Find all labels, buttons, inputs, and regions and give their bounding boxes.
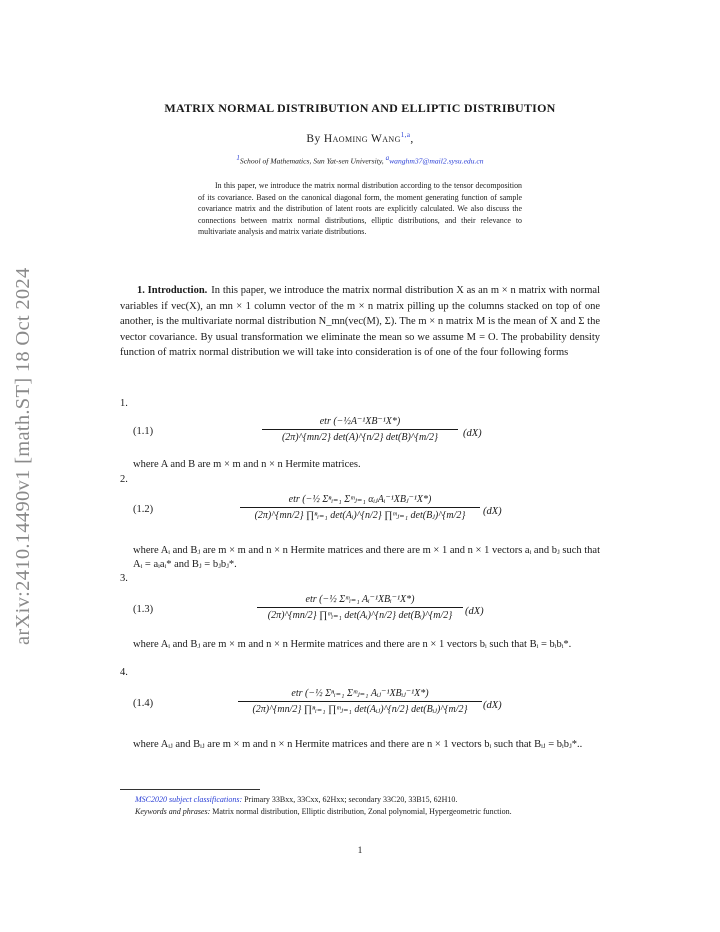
- page-number: 1: [357, 846, 363, 856]
- introduction-text: In this paper, we introduce the matrix normal distribution X as an m × n matrix with normal variables if vec(X), an mn × 1 column vector of the m × n matrix pilling up the columns stacked on top of one another, is the multivariate normal distribution N_mn(vec(M), Σ). The m × n matrix M is the mean of X and Σ the vector covariance. By usual transformation we eliminate the mean so we assume M = O. The probability density function of matrix normal distribution we will take into consideration is of one of the four following forms: [120, 285, 600, 359]
- equation-1-1: [120, 416, 600, 456]
- equation-denominator: (2π)^{mn/2} ∏ⁿᵢ₌₁ det(Aᵢ)^{n/2} ∏ᵐⱼ₌₁ det(Bⱼ)^{m/2}: [254, 510, 466, 521]
- equation-description: where Aᵢ and Bⱼ are m × m and n × n Hermite matrices and there are n × 1 vectors bᵢ such that Bᵢ = bᵢbᵢ*.: [133, 639, 572, 650]
- equation-numerator: etr (−½ Σᵐᵢ₌₁ Aᵢ⁻¹XBᵢ⁻¹X*): [305, 594, 415, 605]
- keywords-text: Matrix normal distribution, Elliptic distribution, Zonal polynomial, Hypergeometric function.: [212, 806, 512, 816]
- equation-1-4: [120, 688, 600, 728]
- equation-1-3: [120, 594, 600, 634]
- author-affiliation-mark[interactable]: 1,a: [400, 131, 411, 139]
- equation-label: (1.1): [133, 426, 154, 437]
- author-suffix: ,: [410, 132, 414, 145]
- equation-description: where Aᵢ and Bⱼ are m × m and n × n Hermite matrices and there are m × 1 and n × 1 vectors aᵢ and bⱼ such that Aᵢ = aᵢaᵢ* and Bⱼ = bⱼbⱼ*.: [133, 545, 600, 570]
- footnotes: [120, 789, 600, 817]
- equation-denominator: (2π)^{mn/2} det(A)^{n/2} det(B)^{m/2}: [281, 432, 439, 443]
- list-item-number: 4.: [120, 667, 128, 678]
- arxiv-identifier-stamp: arXiv:2410.14490v1 [math.ST] 18 Oct 2024: [12, 267, 34, 645]
- author-line: [120, 131, 600, 145]
- equation-denominator: (2π)^{mn/2} ∏ⁿᵢ₌₁ ∏ᵐⱼ₌₁ det(Aᵢⱼ)^{n/2} det(Bᵢⱼ)^{m/2}: [252, 704, 468, 715]
- equation-differential: (dX): [483, 700, 502, 711]
- affiliation-mark: 1: [236, 154, 240, 162]
- equation-1-2: [120, 494, 600, 534]
- affiliation-text: School of Mathematics, Sun Yat-sen University,: [239, 156, 384, 166]
- author-prefix: By: [306, 132, 321, 145]
- list-item-number: 1.: [120, 398, 128, 409]
- msc-classification-text: Primary 33Bxx, 33Cxx, 62Hxx; secondary 33C20, 33B15, 62H10.: [244, 795, 458, 804]
- equation-description: where Aᵢⱼ and Bᵢⱼ are m × m and n × n Hermite matrices and there are n × 1 vectors bᵢ such that Bᵢⱼ = bᵢbⱼ*..: [133, 739, 583, 750]
- equation-numerator: etr (−½ Σⁿᵢ₌₁ Σᵐⱼ₌₁ αᵢⱼAᵢ⁻¹XBⱼ⁻¹X*): [288, 494, 432, 505]
- abstract: [198, 180, 522, 238]
- introduction-section: [120, 283, 600, 361]
- equation-differential: (dX): [465, 606, 484, 617]
- author-name: Haoming Wang: [323, 132, 401, 145]
- equation-differential: (dX): [463, 428, 482, 439]
- paper-title: MATRIX NORMAL DISTRIBUTION AND ELLIPTIC DISTRIBUTION: [164, 101, 556, 115]
- abstract-text: In this paper, we introduce the matrix normal distribution according to the tensor decomposition of its covariance. Based on the canonical diagonal form, the moment generating function of sample covariance matrix and the distribution of latent roots are explicitly calculated. We also discuss the connections between matrix normal distributions, elliptic distributions, and their relevance to multivariate analysis and matrix variate distributions.: [198, 181, 522, 236]
- keywords-label: Keywords and phrases:: [135, 806, 211, 816]
- equation-label: (1.4): [133, 698, 154, 709]
- equation-numerator: etr (−½ Σⁿᵢ₌₁ Σᵐⱼ₌₁ Aᵢⱼ⁻¹XBᵢⱼ⁻¹X*): [291, 688, 429, 699]
- equation-label: (1.2): [133, 504, 154, 515]
- section-heading: 1. Introduction.: [137, 285, 208, 296]
- affiliation-line: [120, 154, 600, 166]
- equation-label: (1.3): [133, 604, 154, 615]
- equation-denominator: (2π)^{mn/2} ∏ᵐᵢ₌₁ det(Aᵢ)^{n/2} det(Bᵢ)^{m/2}: [267, 610, 453, 621]
- email-mark: a: [385, 154, 390, 162]
- equation-numerator: etr (−½A⁻¹XB⁻¹X*): [319, 416, 401, 427]
- list-item-number: 2.: [120, 474, 128, 485]
- equation-description: where A and B are m × m and n × n Hermite matrices.: [133, 459, 361, 470]
- footnote-rule: [120, 789, 260, 790]
- author-email-link[interactable]: wanghm37@mail2.sysu.edu.cn: [389, 156, 484, 166]
- equation-differential: (dX): [483, 506, 502, 517]
- msc-classification-link[interactable]: MSC2020 subject classifications:: [135, 795, 243, 804]
- list-item-number: 3.: [120, 573, 128, 584]
